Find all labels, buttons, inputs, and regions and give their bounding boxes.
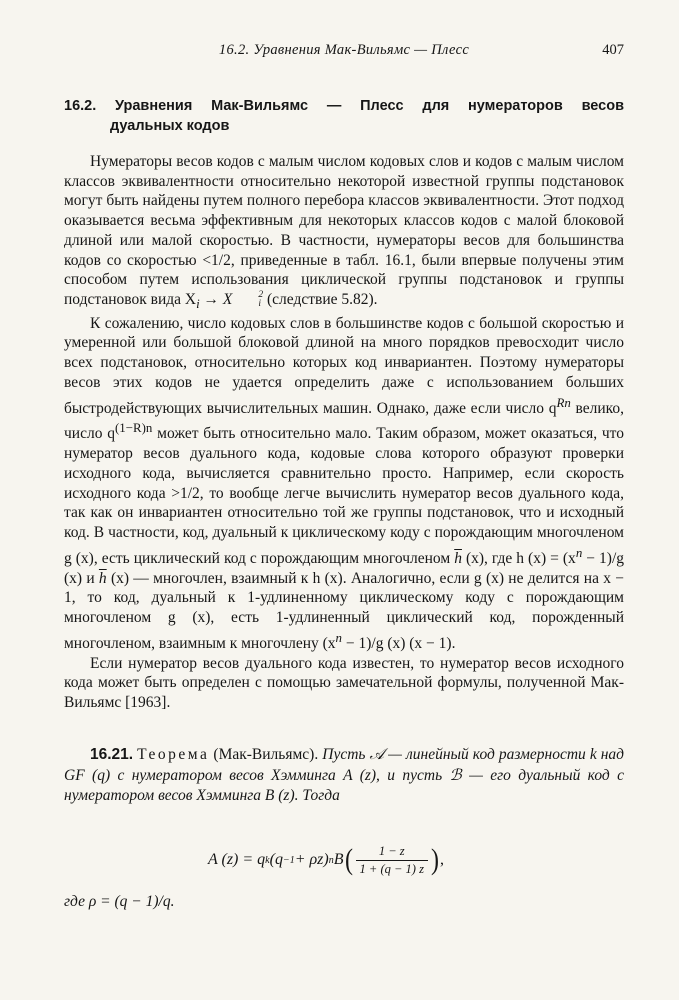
left-paren: ( — [344, 843, 353, 876]
fraction-denominator: 1 + (q − 1) z — [356, 860, 428, 877]
section-title-word: весов — [581, 98, 624, 114]
superscript: 2 — [258, 290, 264, 301]
section-title-word: нумераторов — [468, 98, 563, 114]
theorem-word: Теорема — [137, 746, 210, 763]
paragraph-2 — [64, 314, 624, 654]
fraction-numerator: 1 − z — [378, 843, 405, 858]
paragraph-text: может быть относительно мало. Таким образом, может оказаться, что нумератор весов дуального кода, кодовые слова которого образуют проверки исходного кода, вычисляется сравнительно просто. Например, если скорость исходного кода >1/2, то вообще легче вычислить нумератор весов дуального кода, так как он инвариантен относительно той же группы подстановок, что и исходный код. В частности, код, дуальный к циклическому коду с порождающим многочленом g (x), есть циклический код с порождающим многочленом — [64, 425, 624, 567]
theorem-text: — линейный код размерности k над GF (q) с нумератором весов Хэмминга A (z), и пусть — [64, 746, 625, 784]
paragraph-text: − 1)/g (x) (x − 1). — [341, 634, 456, 652]
theorem-attribution: (Мак-Вильямс). — [213, 746, 319, 763]
theorem-text: Пусть — [322, 746, 370, 763]
formula-part: + ρz) — [294, 851, 329, 868]
page-number: 407 — [602, 42, 624, 58]
superscript: n — [335, 629, 342, 645]
math-var: $\overline{h}$ — [454, 549, 462, 567]
theorem-text: — его дуальный код с нумератором весов Хэмминга B (z). Тогда — [64, 766, 624, 804]
paragraph-1 — [64, 152, 624, 314]
paragraph-text: велико, число q — [64, 399, 624, 443]
section-title-word: — — [326, 98, 342, 114]
theorem-number: 16.21. — [90, 746, 134, 763]
section-title-word: Уравнения — [115, 98, 193, 114]
body-text — [64, 152, 624, 713]
section-title-word: Мак-Вильямс — [211, 98, 309, 114]
formula-part: , — [439, 851, 444, 868]
paragraph-text: − 1)/g (x) и — [64, 549, 624, 587]
running-head-title: 16.2. Уравнения Мак-Вильямс — Плесс — [218, 42, 470, 58]
section-number: 16.2. — [64, 98, 97, 114]
section-title — [64, 96, 624, 136]
paragraph-text: (x), где h (x) = (x — [461, 549, 576, 567]
paragraph-text: (следствие 5.82). — [263, 290, 378, 308]
section-title-line1 — [64, 96, 624, 116]
section-title-line2: дуальных кодов — [110, 118, 230, 134]
where-line: где ρ = (q − 1)/q. — [64, 893, 175, 910]
subscript: i — [258, 299, 262, 310]
section-title-word: для — [422, 98, 450, 114]
paragraph-text: (x) — многочлен, взаимный к h (x). Аналогично, если g (x) не делится на x − 1, то код, дуальный к 1-удлиненному циклическому коду с порождающим многочленом g (x), есть 1-удлиненный циклический код, порожденный многочленом, взаимным к многочлену (x — [64, 569, 624, 652]
paragraph-text: Нумераторы весов кодов с малым числом кодовых слов и кодов с малым числом классов эквивалентности относительно некоторой известной группы подстановок могут быть найдены путем полного перебора классов эквивалентности. Этот подход оказывается весьма эффективным для некоторых классов кодов с малой блоковой длиной или малой скоростью. В частности, нумераторы весов для большинства кодов со скоростью <1/2, приведенные в табл. 16.1, были впервые получены этим способом путем использования циклической группы подстановок и группы подстановок вида X — [64, 153, 624, 308]
superscript: n — [575, 544, 583, 560]
code-symbol: 𝒜 — [369, 746, 385, 763]
paragraph-3: Если нумератор весов дуального кода известен, то нумератор весов исходного кода может быть определен с помощью замечательной формулы, полученной Мак-Вильямс [1963]. — [64, 654, 624, 711]
formula-sup: −1 — [282, 854, 295, 866]
formula-part: (q — [269, 851, 283, 868]
subscript: i — [196, 296, 200, 312]
formula-part: B — [333, 851, 344, 868]
paragraph-text: К сожалению, число кодовых слов в большинстве кодов с большой скоростью и умеренной или большой блоковой длиной на много порядков превосходит число всех подстановок, относительно которых код инвариантен. Поэтому нумераторы весов этих кодов не удается определить даже с использованием больших быстродействующих вычислительных машин. Однако, даже если число q — [64, 314, 624, 417]
math-var: $\overline{h}$ — [98, 569, 107, 587]
superscript: Rn — [556, 394, 571, 410]
right-paren: ) — [430, 843, 439, 876]
math-var: X — [222, 290, 233, 308]
arrow-symbol: → — [199, 290, 223, 308]
formula-sup: k — [265, 854, 270, 866]
macwilliams-formula — [208, 838, 528, 882]
theorem-block — [64, 745, 624, 807]
theorem-statement — [64, 745, 624, 807]
section-title-word: Плесс — [360, 98, 404, 114]
superscript: (1−R)n — [114, 420, 153, 436]
fraction — [356, 844, 428, 877]
running-head — [64, 42, 624, 62]
formula-sup: n — [328, 854, 334, 866]
formula-part: A (z) = q — [208, 851, 266, 868]
code-symbol: ℬ — [449, 766, 462, 784]
